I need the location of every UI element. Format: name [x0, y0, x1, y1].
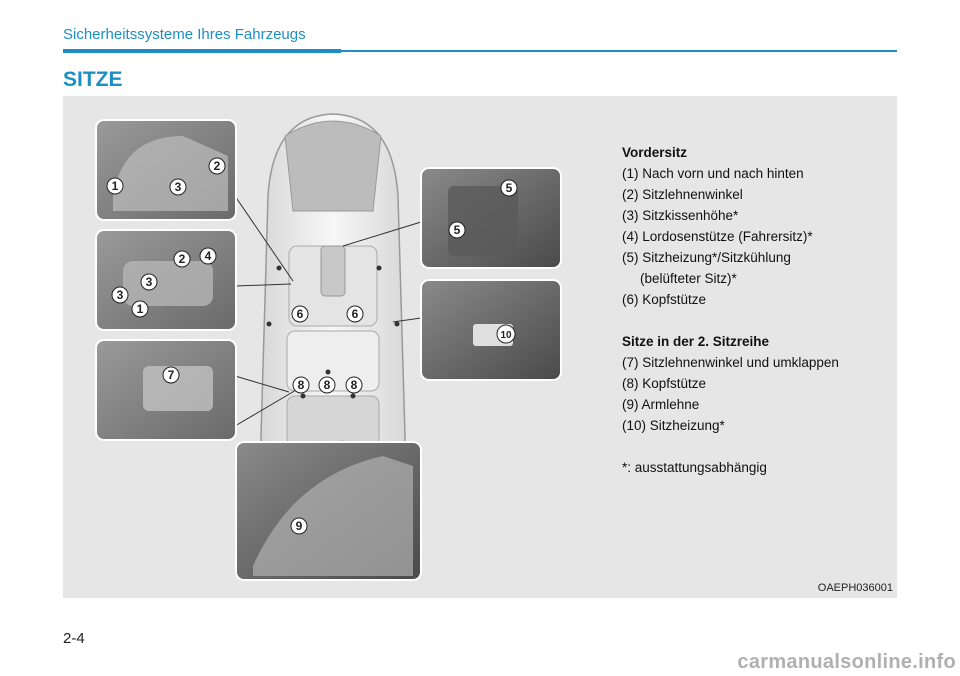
callout-8b: 8 — [323, 378, 331, 392]
legend-item: (3) Sitzkissenhöhe* — [622, 208, 739, 223]
callout-5: 5 — [505, 181, 513, 195]
seat-legend — [622, 142, 892, 478]
seat-illustration — [63, 96, 578, 598]
legend-item: (6) Kopfstütze — [622, 292, 707, 307]
section-header: Sicherheitssysteme Ihres Fahrzeugs — [63, 26, 306, 43]
callout-2: 2 — [213, 159, 221, 173]
car-top-view — [261, 114, 405, 466]
callout-2b: 2 — [178, 252, 186, 266]
legend-item: (2) Sitzlehnenwinkel — [622, 187, 743, 202]
callout-8: 8 — [297, 378, 305, 392]
header-rule-thin — [341, 50, 897, 52]
callout-6: 6 — [296, 307, 304, 321]
legend-item: (1) Nach vorn und nach hinten — [622, 166, 804, 181]
rear-seat-heading: Sitze in der 2. Sitzreihe — [622, 334, 770, 349]
callout-1: 1 — [111, 179, 119, 193]
callout-3c: 3 — [116, 288, 124, 302]
callout-10: 10 — [500, 330, 512, 341]
legend-item: (5) Sitzheizung*/Sitzkühlung — [622, 250, 791, 265]
callout-3: 3 — [174, 180, 182, 194]
page-number: 2-4 — [63, 630, 85, 647]
header-rule-thick — [63, 49, 341, 53]
figure-panel — [63, 96, 897, 598]
callout-6b: 6 — [351, 307, 359, 321]
watermark: carmanualsonline.info — [737, 651, 956, 673]
legend-item: (10) Sitzheizung* — [622, 418, 725, 433]
legend-item: (8) Kopfstütze — [622, 376, 707, 391]
footnote: *: ausstattungsabhängig — [622, 460, 767, 475]
callout-8c: 8 — [350, 378, 358, 392]
page-title: SITZE — [63, 68, 123, 91]
callout-9: 9 — [295, 519, 303, 533]
legend-item: (9) Armlehne — [622, 397, 700, 412]
front-seat-heading: Vordersitz — [622, 145, 688, 160]
callout-4: 4 — [204, 249, 212, 263]
callout-7: 7 — [167, 368, 175, 382]
callout-1b: 1 — [136, 302, 144, 316]
callout-3b: 3 — [145, 275, 153, 289]
legend-item-continued: (belüfteter Sitz)* — [640, 271, 737, 286]
legend-item: (4) Lordosenstütze (Fahrersitz)* — [622, 229, 813, 244]
legend-item: (7) Sitzlehnenwinkel und umklappen — [622, 355, 839, 370]
figure-code: OAEPH036001 — [817, 582, 893, 594]
callout-5b: 5 — [453, 223, 461, 237]
